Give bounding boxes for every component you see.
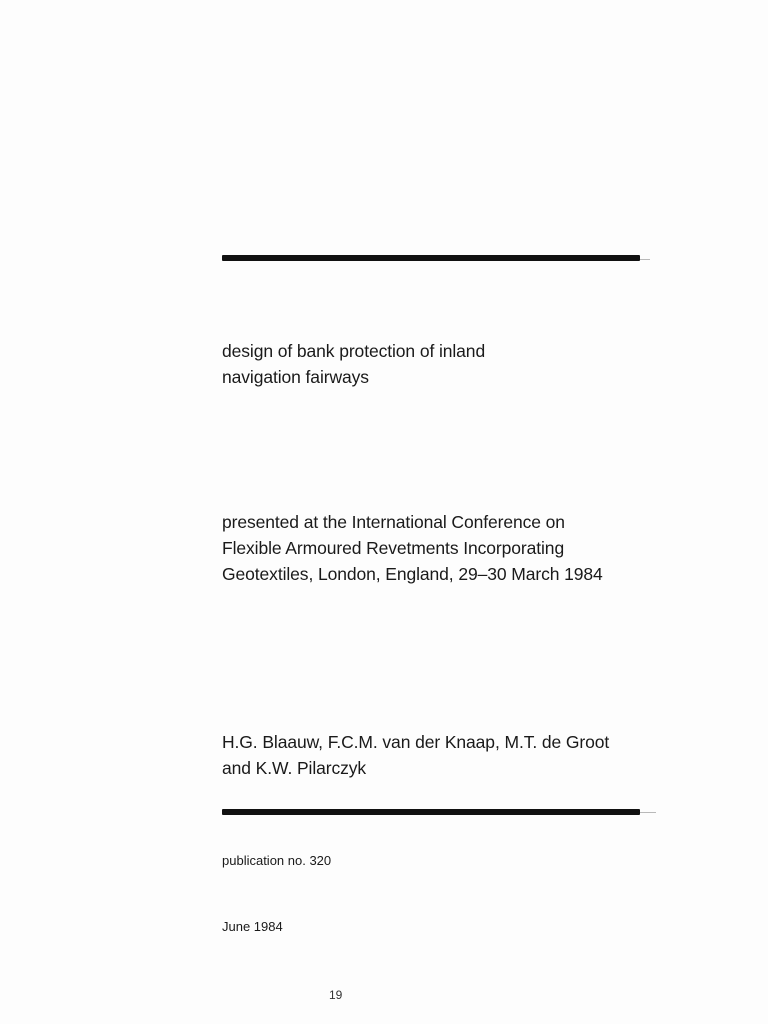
top-horizontal-rule (222, 255, 640, 261)
conference-statement (222, 509, 742, 587)
conference-line: presented at the International Conference on (222, 512, 565, 532)
author-list (222, 729, 742, 781)
author-line: H.G. Blaauw, F.C.M. van der Knaap, M.T. de Groot (222, 732, 610, 752)
page-mark: 19 (329, 988, 343, 1002)
conference-line: Geotextiles, London, England, 29–30 March 1984 (222, 564, 603, 584)
publication-date: June 1984 (222, 919, 283, 934)
top-rule-tail (640, 259, 650, 260)
title-line: navigation fairways (222, 367, 369, 387)
author-line: and K.W. Pilarczyk (222, 758, 367, 778)
bottom-horizontal-rule (222, 809, 640, 815)
document-title (222, 338, 742, 390)
conference-line: Flexible Armoured Revetments Incorporating (222, 538, 565, 558)
bottom-rule-tail (640, 812, 656, 813)
publication-number: publication no. 320 (222, 853, 332, 868)
title-line: design of bank protection of inland (222, 341, 486, 361)
